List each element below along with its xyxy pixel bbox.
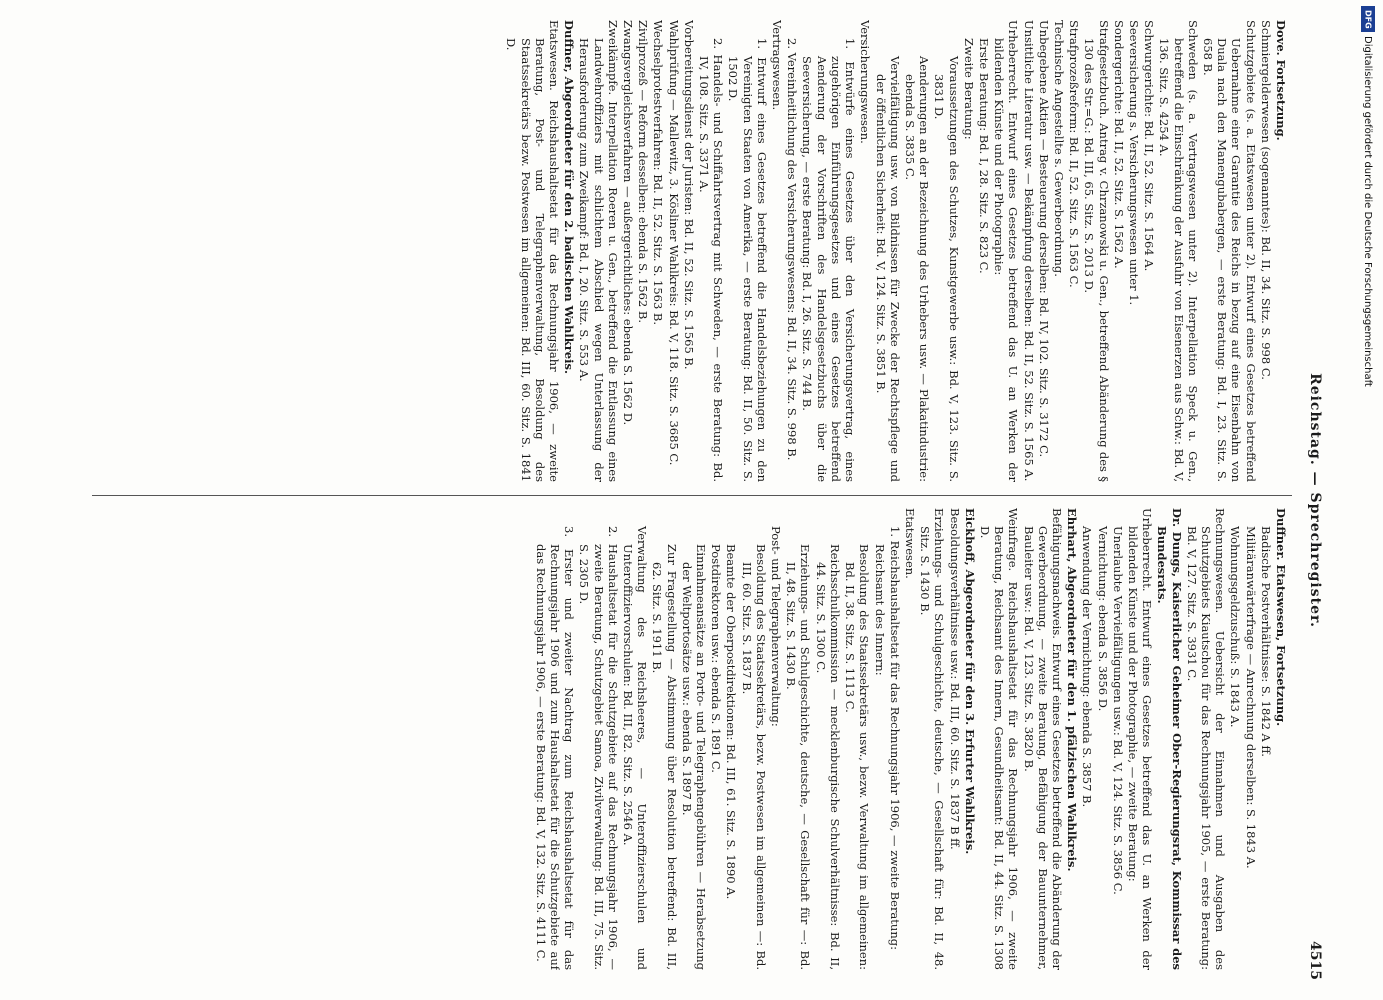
page-title: Reichstag. — Sprechregister. xyxy=(1307,373,1324,628)
register-entry: Urheberrecht. Entwurf eines Gesetzes betreffend das U. an Werken der bildenden Künste und der Photographie: xyxy=(992,20,1021,482)
register-entry: Urheberrecht. Entwurf eines Gesetzes betreffend das U. an Werken der bildenden Künste und der Photographie, — zweite Beratung: xyxy=(1125,508,1155,970)
rotated-page-content xyxy=(60,20,1330,980)
digitization-credit: Digitalisierung gefördert durch die Deutsche Forschungsgemeinschaft xyxy=(1362,36,1373,387)
register-entry: Duffner, Abgeordneter für den 2. badischen Wahlkreis. xyxy=(562,20,577,374)
register-entry: Schutzgebiete (s. a. Etatswesen unter 2). Entwurf eines Gesetzes betreffend Uebernahme einer Garantie des Reichs in bezug auf eine Eisenbahn von Duala nach den Manengubabergen, — erste Beratung: Bd. I, 23. Sitz. S. 658 B. xyxy=(1200,20,1258,482)
right-column xyxy=(128,508,1288,970)
register-entry: Post- und Telegraphenverwaltung: xyxy=(769,526,784,727)
register-entry: 1. Reichshaushaltsetat für das Rechnungsjahr 1906, — zweite Beratung: xyxy=(887,526,902,950)
register-entry: 1. Entwurf eines Gesetzes betreffend die Handelsbeziehungen zu den Vereinigten Staaten von Amerika, — erste Beratung: Bd. II, 50. Sitz. S. 1502 D. xyxy=(726,38,769,482)
register-entry: Unbegebene Aktien — Besteuerung derselben: Bd. IV, 102. Sitz. S. 3172 C. xyxy=(1036,20,1051,458)
register-entry: Strafgesetzbuch. Antrag v. Chrzanowski u. Gen., betreffend Abänderung des § 130 des Str.=G.: Bd. III, 65. Sitz. S. 2013 D. xyxy=(1082,20,1111,482)
register-entry: Erste Beratung: Bd. I, 28. Sitz. S. 823 C. xyxy=(976,38,991,274)
register-entry: Anwendung der Vernichtung: ebenda S. 3857 B. xyxy=(1080,526,1095,808)
register-entry: Aenderungen an der Bezeichnung des Urhebers usw. — Plakatindustrie: ebenda S. 3835 C. xyxy=(902,56,932,482)
register-entry: Versicherungswesen. xyxy=(858,20,873,144)
page-number: 4515 xyxy=(1307,941,1324,980)
register-entry: Besoldungsverhältnisse usw.: Bd. III, 60. Sitz. S. 1837 B ff. xyxy=(947,508,962,850)
register-entry: 2. Vereinheitlichung des Versicherungswesens: Bd. II, 34. Sitz. S. 998 B. xyxy=(785,38,800,461)
register-entry: 1. Entwürfe eines Gesetzes über den Versicherungsvertrag, eines zugehörigen Einführungsgesetzes und eines Gesetzes betreffend Aenderung der Vorschriften des Handelsgesetzbuchs über die Seeversicherung, — erste Beratung: Bd. I, 26. Sitz. S. 744 B. xyxy=(800,38,858,482)
register-entry: Zweite Beratung: xyxy=(961,38,976,140)
register-entry: Rechnungswesen. Uebersicht der Einnahmen und Ausgaben des Schutzgebiets Kiautschou für das Rechnungsjahr 1905, — erste Beratung: Bd. V, 127. Sitz. S. 3931 C. xyxy=(1184,508,1228,970)
register-entry: Wohnungsgeldzuschuß: S. 1843 A. xyxy=(1228,526,1243,728)
register-entry: Badische Postverhältnisse: S. 1842 A ff. xyxy=(1258,526,1273,757)
register-entry: Zweikämpfe. Interpellation Roeren u. Gen., betreffend die Entlassung eines Landwehroffiziers mit schlichtem Abschied wegen Unterlassung der Herausforderung zum Zweikampf: Bd. I, 20. Sitz. S. 553 A. xyxy=(577,20,620,482)
register-entry: Unsittliche Literatur usw. — Bekämpfung derselben: Bd. II, 52. Sitz. S. 1565 A. xyxy=(1021,20,1036,482)
register-entry: Wechselprotestverfahren: Bd. II, 52. Sitz. S. 1563 B. xyxy=(651,20,666,326)
register-entry: Strafprozeßreform: Bd. II, 52. Sitz. S. 1563 C. xyxy=(1067,20,1082,288)
register-entry: Erziehungs- und Schulgeschichte, deutsche, — Gesellschaft für —: Bd. II, 48. Sitz. S. 1430 B. xyxy=(784,544,813,970)
register-entry: Einnahmeansätze an Porto- und Telegraphengebühren — Herabsetzung der Weltportosätze usw.: ebenda S. 1897 B. xyxy=(679,544,709,970)
register-entry: Technische Angestellte s. Gewerbeordnung. xyxy=(1051,20,1066,277)
register-entry: Vorbereitungsdienst der Juristen: Bd. II, 52. Sitz. S. 1565 B. xyxy=(681,20,696,370)
dfg-badge: DFG xyxy=(1361,6,1375,32)
register-entry: Ehrhart, Abgeordneter für den 1. pfälzischen Wahlkreis. xyxy=(1065,508,1080,872)
register-entry: Duffner. Etatswesen, Fortsetzung. xyxy=(1274,508,1288,727)
page-header xyxy=(1300,20,1330,980)
register-entry: 3. Erster und zweiter Nachtrag zum Reichshaushaltsetat für das Rechnungsjahr 1906 und zum Haushaltsetat für die Schutzgebiete auf das Rechnungsjahr 1906, — erste Beratung: Bd. V, 132. Sitz. S. 4111 C. xyxy=(533,526,577,970)
register-entry: Schwurgerichte: Bd. II, 52. Sitz. S. 1564 A. xyxy=(1142,20,1157,272)
register-entry: Schweden (s. a. Vertragswesen unter 2). Interpellation Speck u. Gen., betreffend die Einschränkung der Ausfuhr von Eisenerzen aus Schw.: Bd. V, 136. Sitz. S. 4254 A. xyxy=(1157,20,1200,482)
register-entry: Zivilprozeß — Reform desselben: ebenda S. 1562 B. xyxy=(636,20,651,323)
register-entry: Dove. Fortsetzung. xyxy=(1274,20,1288,141)
register-entry: Beamte der Oberpostdirektionen: Bd. III, 61. Sitz. S. 1890 A. xyxy=(724,544,739,900)
register-entry: Weinfrage. Reichshaushaltsetat für das Rechnungsjahr 1906, — zweite Beratung, Reichsamt des Innern, Gesundheitsamt: Bd. II, 44. Sitz. S. 1308 D. xyxy=(977,508,1021,970)
register-entry: Sondergerichte: Bd. II, 52. Sitz. S. 1562 A. xyxy=(1111,20,1126,269)
register-entry: Postdirektoren usw.: ebenda S. 1891 C. xyxy=(709,544,724,773)
register-entry: 2. Handels- und Schiffahrtsvertrag mit Schweden, — erste Beratung: Bd. IV, 108. Sitz. S. 3371 A. xyxy=(697,38,726,482)
register-entry: Erziehungs- und Schulgeschichte, deutsche, — Gesellschaft für: Bd. II, 48. Sitz. S. 1430 B. xyxy=(918,508,947,970)
register-entry: Befähigungsnachweis. Entwurf eines Gesetzes betreffend die Abänderung der Gewerbeordnung, — zweite Beratung, Befähigung der Bauunternehmer, Bauleiter usw.: Bd. V, 123. Sitz. S. 3820 B. xyxy=(1021,508,1064,970)
register-entry: Zwangsvergleichsverfahren — außergerichtliches: ebenda S. 1562 D. xyxy=(621,20,636,426)
register-entry: Voraussetzungen des Schutzes, Kunstgewerbe usw.: Bd. V, 123. Sitz. S. 3831 D. xyxy=(932,56,961,482)
register-entry: Militäranwärterfrage — Anrechnung derselben: S. 1843 A. xyxy=(1243,526,1258,869)
register-entry: Seeversicherung s. Versicherungswesen unter 1. xyxy=(1126,20,1141,306)
register-entry: Vernichtung: ebenda S. 3856 D. xyxy=(1095,526,1110,712)
register-entry: Reichsamt des Innern: xyxy=(872,544,887,676)
register-entry: Verwaltung des Reichsheeres, — Unteroffizierschulen und Unteroffiziervorschulen: Bd. III, 82. Sitz. S. 2546 A. xyxy=(621,526,650,970)
register-entry: Dr. Dungs, Kaiserlicher Geheimer Ober-Regierungsrat, Kommissar des Bundesrats. xyxy=(1155,508,1184,970)
register-entry: Etatswesen. xyxy=(902,508,917,579)
register-entry: Besoldung des Staatssekretärs, bezw. Postwesen im allgemeinen —: Bd. III, 60. Sitz. S. 1837 B. xyxy=(739,544,768,970)
register-entry: 2. Haushaltsetat für die Schutzgebiete auf das Rechnungsjahr 1906, — zweite Beratung, Schutzgebiet Samoa, Zivilverwaltung: Bd. III, 75. Sitz. S. 2305 D. xyxy=(577,526,620,970)
register-entry: Vervielfältigung usw. von Bildnissen für Zwecke der Rechtspflege und der öffentlichen Sicherheit: Bd. V, 124. Sitz. S. 3851 B. xyxy=(873,56,902,482)
register-entry: Unerlaubte Vervielfältigungen usw.: Bd. V, 124. Sitz. S. 3856 C. xyxy=(1110,526,1125,895)
register-entry: Eickhoff, Abgeordneter für den 3. Erfurter Wahlkreis. xyxy=(962,508,977,855)
register-entry: Etatswesen. Reichshaushaltsetat für das Rechnungsjahr 1906, — zweite Beratung, Post- und Telegraphenverwaltung, Besoldung des Staatssekretärs bezw. Postwesen im allgemeinen: Bd. III, 60. Sitz. S. 1841 D. xyxy=(504,20,562,482)
register-entry: Zur Fragestellung — Abstimmung über Resolution betreffend: Bd. III, 62. Sitz. S. 1911 B. xyxy=(650,544,679,970)
register-entry: Besoldung des Staatssekretärs usw., bezw. Verwaltung im allgemeinen: Bd. II, 38. Sitz. S. 1113 C. xyxy=(843,544,872,970)
register-entry: Schmiergelderwesen (sogenanntes): Bd. II, 34. Sitz. S. 998 C. xyxy=(1258,20,1273,380)
register-entry: Wahlprüfung — Mallewitz, 3. Kösliner Wahlkreis: Bd. V, 118. Sitz. S. 3685 C. xyxy=(666,20,681,466)
column-divider xyxy=(92,495,1292,496)
register-entry: Vertragswesen. xyxy=(770,20,785,111)
left-column xyxy=(128,20,1288,482)
register-entry: Reichsschulkommission — mecklenburgische Schulverhältnisse: Bd. II, 44. Sitz. S. 1300 C. xyxy=(813,544,842,970)
